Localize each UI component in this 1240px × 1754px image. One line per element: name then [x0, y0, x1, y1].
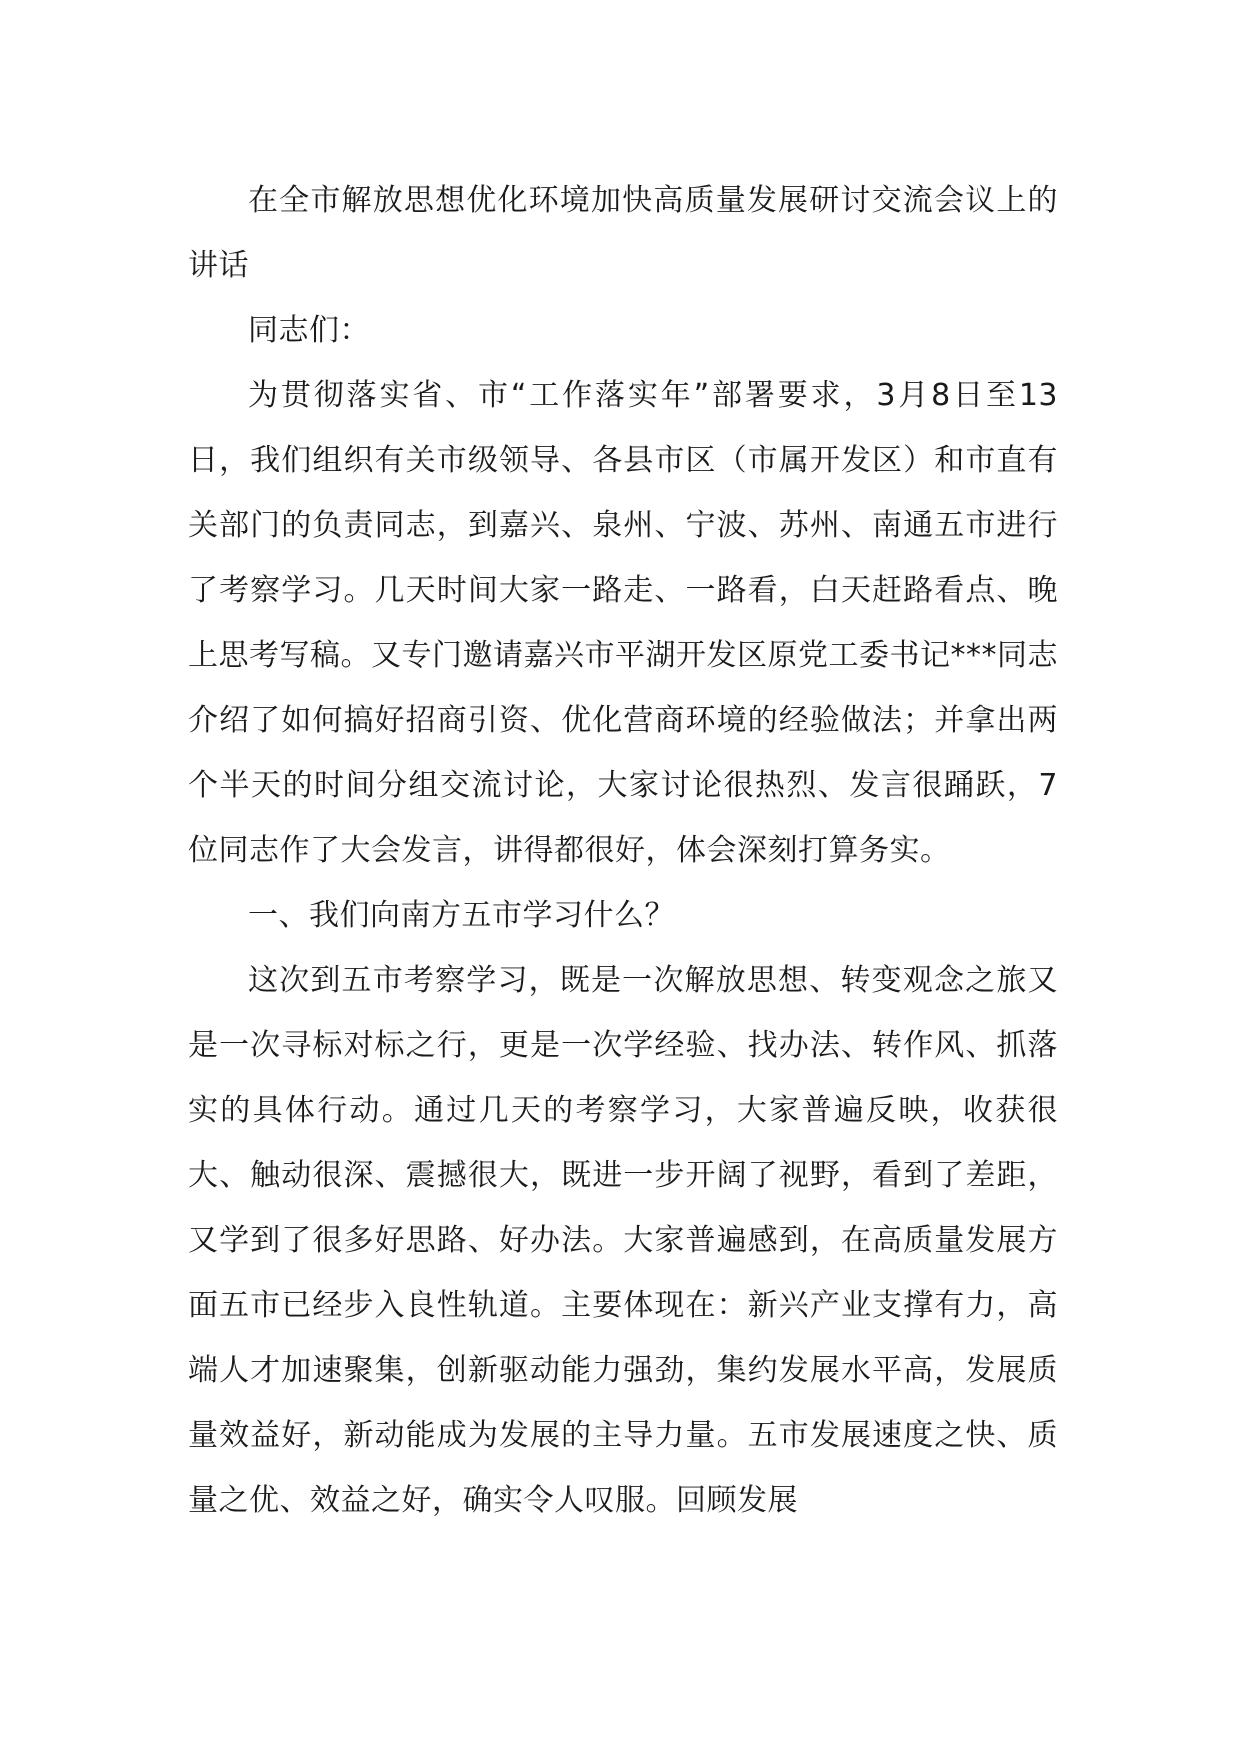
paragraph-section-1: 这次到五市考察学习，既是一次解放思想、转变观念之旅又是一次寻标对标之行，更是一次学经验、找办法、转作风、抓落实的具体行动。通过几天的考察学习，大家普遍反映，收获很大、触动很深、震撼很大，既进一步开阔了视野，看到了差距，又学到了很多好思路、好办法。大家普遍感到，在高质量发展方面五市已经步入良性轨道。主要体现在：新兴产业支撑有力，高端人才加速聚集，创新驱动能力强劲，集约发展水平高，发展质量效益好，新动能成为发展的主导力量。五市发展速度之快、质量之优、效益之好，确实令人叹服。回顾发展 [188, 963, 1058, 1518]
salutation: 同志们： [248, 313, 370, 348]
paragraph-intro: 为贯彻落实省、市“工作落实年”部署要求，3月8日至13日，我们组织有关市级领导、各县市区（市属开发区）和市直有关部门的负责同志，到嘉兴、泉州、宁波、苏州、南通五市进行了考察学习。几天时间大家一路走、一路看，白天赶路看点、晚上思考写稿。又专门邀请嘉兴市平湖开发区原党工委书记***同志介绍了如何搞好招商引资、优化营商环境的经验做法；并拿出两个半天的时间分组交流讨论，大家讨论很热烈、发言很踊跃，7位同志作了大会发言，讲得都很好，体会深刻打算务实。 [188, 378, 1058, 868]
document-body [188, 168, 1058, 1533]
document-title: 在全市解放思想优化环境加快高质量发展研讨交流会议上的讲话 [188, 183, 1058, 283]
section-heading-1: 一、我们向南方五市学习什么？ [248, 898, 675, 933]
